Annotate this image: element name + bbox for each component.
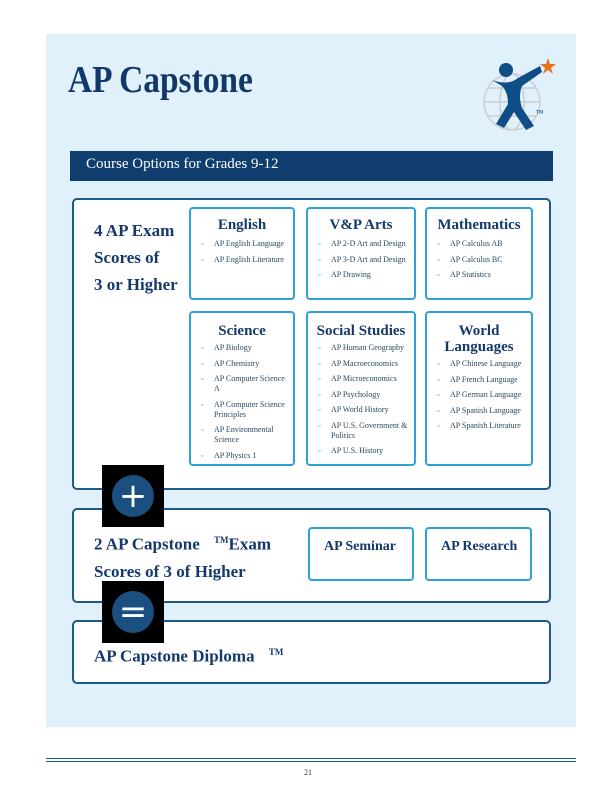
course-item: ▫ AP Calculus BC xyxy=(437,255,527,265)
subject-card-social-studies xyxy=(306,311,416,466)
subject-card-mathematics xyxy=(425,207,533,300)
course-item: ▫ AP 3-D Art and Design xyxy=(318,255,410,265)
course-item: ▫ AP Psychology xyxy=(318,390,410,400)
plus-icon: + xyxy=(112,475,154,517)
subject-title: Social Studies xyxy=(316,323,406,339)
course-item: ▫ AP French Language xyxy=(437,375,527,385)
course-option-label: AP Research xyxy=(441,539,518,554)
subject-card-vp-arts xyxy=(306,207,416,300)
course-item: ▫ AP Spanish Language xyxy=(437,406,527,416)
course-item: ▫ AP English Language xyxy=(201,239,289,249)
course-item: ▫ AP 2-D Art and Design xyxy=(318,239,410,249)
course-item: ▫ AP World History xyxy=(318,405,410,415)
equals-icon: = xyxy=(112,591,154,633)
course-item: ▫ AP Human Geography xyxy=(318,343,410,353)
diploma-label: AP Capstone Diploma ™ xyxy=(94,646,284,666)
subject-card-english xyxy=(189,207,295,300)
subject-title: World Languages xyxy=(444,323,514,355)
page-title: AP Capstone xyxy=(68,59,253,101)
course-item: ▫ AP Chemistry xyxy=(201,359,289,369)
plus-operator xyxy=(102,465,164,527)
course-item: ▫ AP Chinese Language xyxy=(437,359,527,369)
course-item: ▫ AP English Literature xyxy=(201,255,289,265)
course-options-band xyxy=(70,151,553,181)
course-item: ▫ AP Microeconomics xyxy=(318,374,410,384)
course-item: ▫ AP Spanish Literature xyxy=(437,421,527,431)
course-item: ▫ AP Statistics xyxy=(437,270,527,280)
course-option-label: AP Seminar xyxy=(324,539,396,554)
course-item: ▫ AP Computer Science A xyxy=(201,374,289,394)
subject-card-science xyxy=(189,311,295,466)
capstone-exam-label: 2 AP Capstone ™Exam Scores of 3 of Higher xyxy=(94,534,272,581)
equals-operator xyxy=(102,581,164,643)
svg-text:TM: TM xyxy=(536,110,544,116)
course-item: ▫ AP U.S. History xyxy=(318,446,410,456)
course-item: ▫ AP Drawing xyxy=(318,270,410,280)
course-item: ▫ AP German Language xyxy=(437,390,527,400)
course-item: ▫ AP U.S. Government & Politics xyxy=(318,421,410,441)
course-item: ▫ AP Calculus AB xyxy=(437,239,527,249)
subject-title: V&P Arts xyxy=(329,217,393,233)
page-number: 21 xyxy=(304,768,312,777)
course-item: ▫ AP Physics 1 xyxy=(201,451,289,461)
footer-rule xyxy=(46,761,576,762)
course-item: ▫ AP Computer Science Principles xyxy=(201,400,289,420)
course-item: ▫ AP Macroeconomics xyxy=(318,359,410,369)
course-item: ▫ AP Environmental Science xyxy=(201,425,289,445)
ap-research-card xyxy=(425,527,532,581)
subject-card-world-languages xyxy=(425,311,533,466)
footer-rule xyxy=(46,758,576,759)
subject-title: Mathematics xyxy=(437,217,521,233)
subject-title: Science xyxy=(218,323,266,339)
course-item: ▫ AP Biology xyxy=(201,343,289,353)
subject-title: English xyxy=(217,217,267,233)
band-text: Course Options for Grades 9-12 xyxy=(86,156,279,172)
exam-requirement-label: 4 AP Exam Scores of 3 or Higher xyxy=(94,221,178,294)
ap-seminar-card xyxy=(308,527,414,581)
college-board-logo-icon xyxy=(478,52,560,136)
